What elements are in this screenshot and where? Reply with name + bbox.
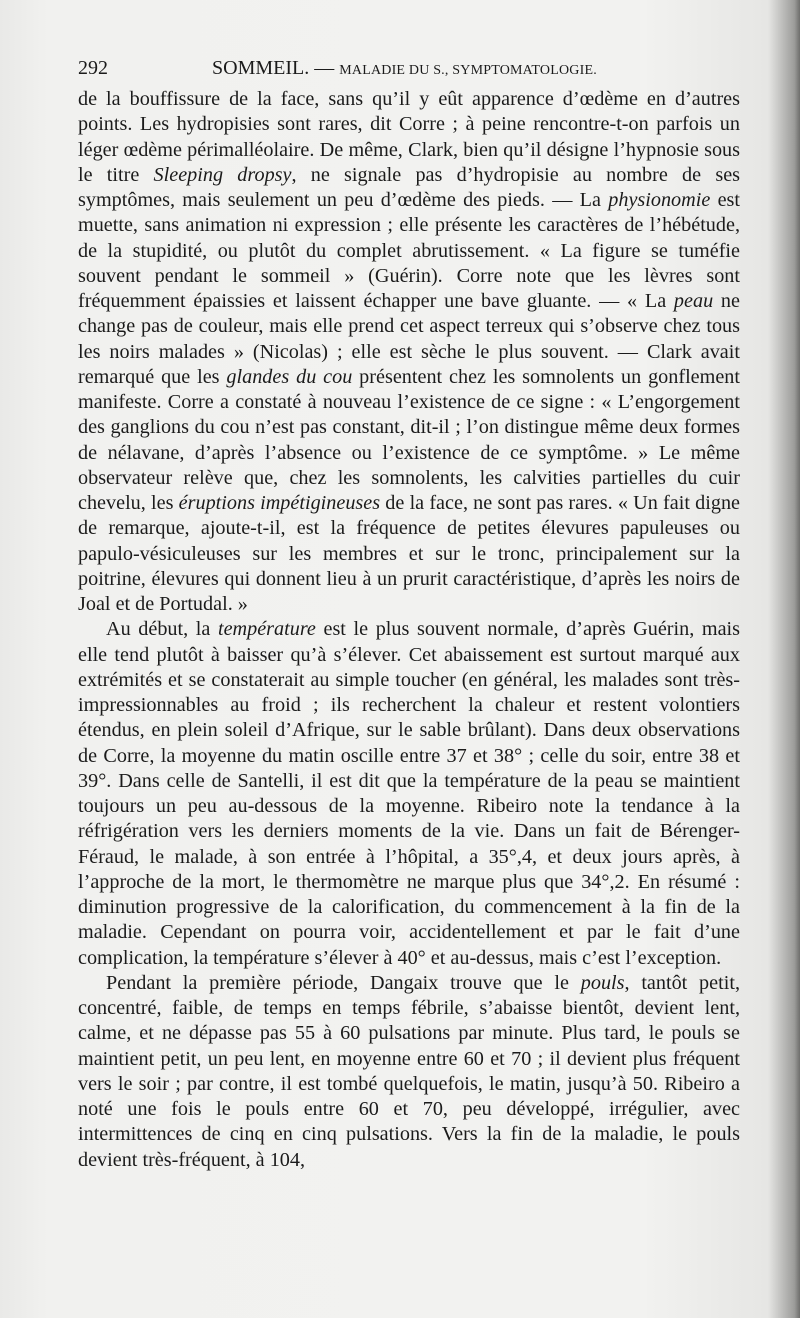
- text-run: est le plus souvent normale, d’après Guérin, mais elle tend plutôt à baisser qu’à s’élever. Cet abaissement est surtout marqué aux extrémités et se constaterait au simple toucher (en général, les malades sont très-impressionnables au froid ; ils recherchent la chaleur et restent volontiers étendus, en plein soleil d’Afrique, sur le sable brûlant). Dans deux observations de Corre, la moyenne du matin oscille entre 37 et 38° ; celle du soir, entre 38 et 39°. Dans celle de Santelli, il est dit que la température de la peau se maintient toujours un peu au-dessous de la moyenne. Ribeiro note la tendance à la réfrigération vers les derniers moments de la vie. Dans un fait de Bérenger-Féraud, le malade, à son entrée à l’hôpital, a 35°,4, et deux jours après, à l’approche de la mort, le thermomètre ne marque plus que 34°,2. En résumé : diminution progressive de la calorification, du commencement à la fin de la maladie. Cependant on pourra voir, accidentellement et par le fait d’une complication, la température s’élever à 40° et au-dessus, mais c’est l’exception.: [78, 618, 741, 969]
- italic-run: physionomie: [608, 189, 711, 211]
- text-run: de la face, ne sont pas rares. « Un fait digne de remarque, ajoute-t-il, est la fréquence de petites élevures papuleuses ou papulo-vésiculeuses sur les membres et sur le tronc, principalement sur la poitrine, élevures qui donnent lieu à un prurit caractéristique, d’après les noirs de Joal et de Portudal. »: [78, 492, 740, 615]
- text-run: ne change pas de couleur, mais elle prend cet aspect terreux qui s’observe chez tous les noirs malades » (Nicolas) ; elle est sèche le plus souvent. — Clark avait remarqué que les: [78, 290, 740, 388]
- title-dash: —: [309, 57, 340, 79]
- italic-run: pouls: [580, 971, 625, 994]
- running-header: [78, 52, 738, 84]
- text-run: , ne signale pas d’hydropisie au nombre de ses symptômes, mais seulement un peu d’œdème des pieds. — La: [78, 163, 741, 211]
- paragraph-1: [78, 87, 740, 617]
- italic-run: Sleeping dropsy: [153, 163, 292, 186]
- text-run: Pendant la première période, Dangaix trouve que le: [106, 971, 581, 994]
- section-title: SOMMEIL.: [212, 57, 310, 79]
- text-run: présentent chez les somnolents un gonflement manifeste. Corre a constaté à nouveau l’existence de ce signe : « L’engorgement des ganglions du cou n’est pas constant, dit-il ; l’on distingue même deux formes de nélavane, d’après l’absence ou l’existence de ce symptôme. » Le même observateur relève que, chez les somnolents, les calvities partielles du cuir chevelu, les: [78, 365, 741, 514]
- paragraph-2: [78, 617, 740, 971]
- italic-run: peau: [673, 290, 714, 312]
- text-run: de la bouffissure de la face, sans qu’il y eût apparence d’œdème en d’autres points. Les hydropisies sont rares, dit Corre ; à peine rencontre-t-on parfois un léger œdème périmalléolaire. De même, Clark, bien qu’il désigne l’hypnosie sous le titre: [78, 88, 740, 186]
- text-run: , tantôt petit, concentré, faible, de temps en temps fébrile, s’abaisse bientôt, devient lent, calme, et ne dépasse pas 55 à 60 pulsations par minute. Plus tard, le pouls se maintient petit, un peu lent, en moyenne entre 60 et 70 ; il devient plus fréquent vers le soir ; par contre, il est tombé quelquefois, le matin, jusqu’à 50. Ribeiro a noté une fois le pouls entre 60 et 70, peu développé, irrégulier, avec intermittences de cinq en cinq pulsations. Vers la fin de la maladie, le pouls devient très-fréquent, à 104,: [78, 971, 740, 1171]
- text-run: est muette, sans animation ni expression ; elle présente les caractères de l’hébétude, de la stupidité, ou plutôt du complet abrutissement. « La figure se tuméfie souvent pendant le sommeil » (Guérin). Corre note que les lèvres sont fréquemment épaissies et laissent échapper une bave gluante. — « La: [78, 189, 740, 312]
- text-run: Au début, la: [106, 618, 218, 641]
- page-number: 292: [78, 57, 108, 79]
- italic-run: glandes du cou: [226, 365, 353, 388]
- paragraph-3: [78, 971, 740, 1173]
- body-text: [78, 87, 740, 1173]
- italic-run: température: [217, 618, 316, 641]
- italic-run: éruptions impétigineuses: [178, 492, 381, 514]
- section-subtitle: MALADIE DU S., SYMPTOMATOLOGIE.: [339, 63, 597, 78]
- running-title: [212, 52, 597, 87]
